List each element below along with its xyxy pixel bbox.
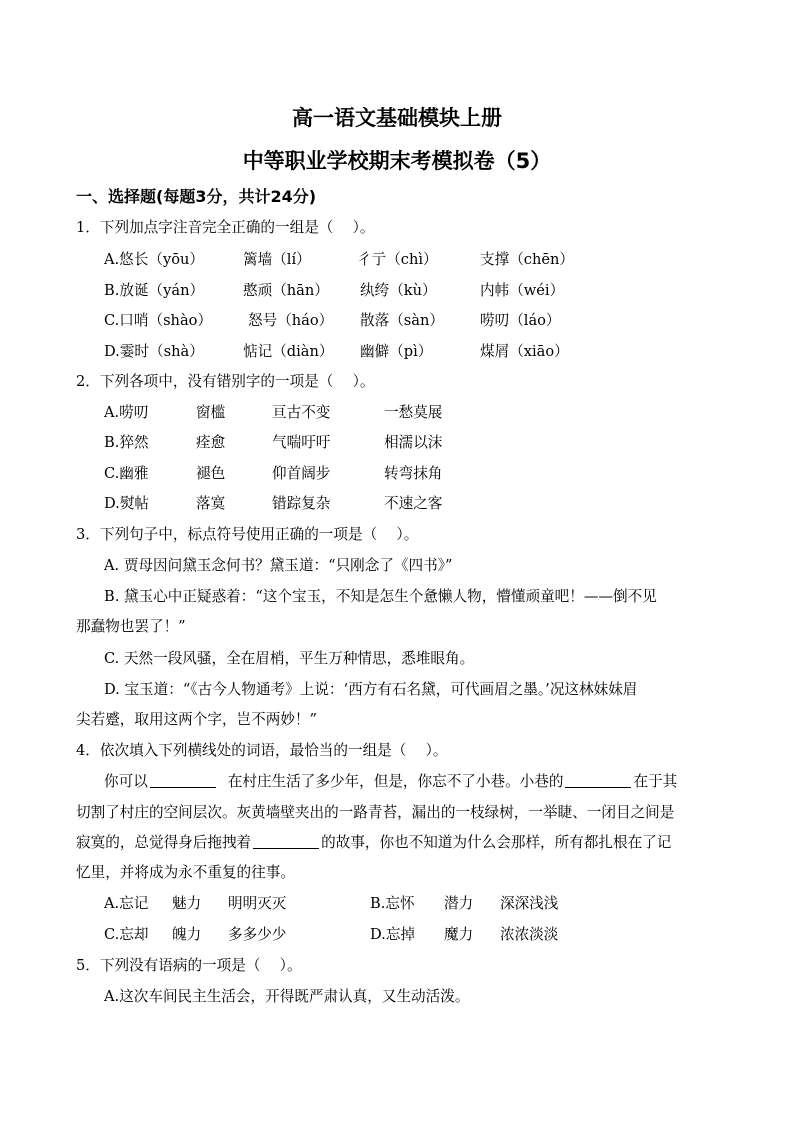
q2-option-b-word2: 痊愈 bbox=[196, 434, 226, 451]
q4-passage-line1 bbox=[104, 771, 677, 793]
q3-option-b-line1: B. 黛玉心中正疑惑着：“这个宝玉，不知是怎生个惫懒人物，懵懂顽童吧！——倒不见 bbox=[104, 588, 657, 605]
q4-option-d-word2: 魔力 bbox=[444, 926, 474, 943]
q1-option-a-word3: 彳亍（chì） bbox=[357, 251, 438, 268]
q1-option-a-word2: 篱墙（lí） bbox=[243, 251, 311, 268]
q4-option-d: D.忘掉 bbox=[370, 926, 416, 943]
q2-option-c-word3: 仰首阔步 bbox=[272, 465, 331, 482]
q1-option-a-word4: 支撑（chēn） bbox=[480, 251, 574, 268]
q1-option-d: D.霎时（shà） bbox=[104, 343, 204, 360]
q3-option-a: A. 贾母因问黛玉念何书？黛玉道：“只刚念了《四书》” bbox=[104, 557, 453, 574]
q3-option-b-line2: 那蠢物也罢了！” bbox=[76, 618, 186, 635]
question-4-stem: 4．依次填入下列横线处的词语，最恰当的一组是（ ）。 bbox=[76, 742, 448, 759]
q1-option-d-word3: 幽僻（pì） bbox=[360, 343, 433, 360]
q1-option-c: C.口哨（shào） bbox=[104, 312, 213, 329]
q2-option-a-word4: 一愁莫展 bbox=[384, 404, 443, 421]
q2-option-d-word2: 落寞 bbox=[196, 495, 226, 512]
question-3-stem: 3．下列句子中，标点符号使用正确的一项是（ ）。 bbox=[76, 526, 419, 543]
q4-option-b-word3: 深深浅浅 bbox=[500, 895, 559, 912]
q4-option-c-word2: 魄力 bbox=[172, 926, 202, 943]
q2-option-a-word3: 亘古不变 bbox=[272, 404, 331, 421]
q2-option-b-word3: 气喘吁吁 bbox=[272, 434, 331, 451]
q2-option-c-word4: 转弯抹角 bbox=[384, 465, 443, 482]
q3-option-c: C. 天然一段风骚，全在眉梢，平生万种情思，悉堆眼角。 bbox=[104, 650, 475, 667]
q1-option-b-word4: 内帏（wéi） bbox=[480, 282, 565, 299]
q5-option-a: A.这次车间民主生活会，开得既严肃认真，又生动活泼。 bbox=[104, 988, 470, 1005]
q4-passage-line4: 忆里，并将成为永不重复的往事。 bbox=[76, 864, 295, 881]
q3-option-d-line2: 尖若蹙，取用这两个字，岂不两妙！” bbox=[76, 711, 317, 728]
q1-option-b-word3: 纨绔（kù） bbox=[360, 282, 437, 299]
q3-option-d-line1: D. 宝玉道：“《古今人物通考》上说：‘西方有石名黛，可代画眉之墨。’况这林妹妹眉 bbox=[104, 681, 638, 698]
q2-option-b-word4: 相濡以沫 bbox=[384, 434, 443, 451]
q2-option-b: B.猝然 bbox=[104, 434, 149, 451]
q1-option-b-word2: 憨顽（hān） bbox=[243, 282, 329, 299]
q4-option-b-word2: 潜力 bbox=[444, 895, 474, 912]
q4-option-c: C.忘却 bbox=[104, 926, 149, 943]
q2-option-a-word2: 窗槛 bbox=[196, 404, 226, 421]
q4-passage-text: 的故事，你也不知道为什么会那样，所有都扎根在了记 bbox=[321, 834, 672, 851]
fill-blank-2 bbox=[565, 771, 631, 788]
q4-option-c-word3: 多多少少 bbox=[228, 926, 287, 943]
q1-option-d-word4: 煤屑（xiāo） bbox=[480, 343, 569, 360]
q2-option-d-word4: 不速之客 bbox=[384, 495, 443, 512]
q4-passage-text: 在村庄生活了多少年，但是，你忘不了小巷。小巷的 bbox=[227, 773, 564, 790]
q4-passage-text: 在于其 bbox=[633, 773, 678, 790]
q4-option-d-word3: 浓浓淡淡 bbox=[500, 926, 559, 943]
q4-option-a: A.忘记 bbox=[104, 895, 149, 912]
q4-passage-text: 你可以 bbox=[104, 773, 148, 790]
question-1-stem: 1．下列加点字注音完全正确的一组是（ ）。 bbox=[76, 219, 375, 236]
q2-option-c-word2: 褪色 bbox=[196, 465, 226, 482]
q1-option-d-word2: 惦记（diàn） bbox=[243, 343, 334, 360]
fill-blank-3 bbox=[253, 832, 319, 849]
q2-option-c: C.幽雅 bbox=[104, 465, 149, 482]
q4-option-a-word3: 明明灭灭 bbox=[228, 895, 287, 912]
q1-option-c-word3: 散落（sàn） bbox=[360, 312, 444, 329]
q1-option-c-word2: 怒号（háo） bbox=[248, 312, 334, 329]
exam-title-line2: 中等职业学校期末考模拟卷（5） bbox=[242, 149, 552, 173]
q1-option-b: B.放诞（yán） bbox=[104, 282, 205, 299]
section-heading-choice: 一、选择题(每题3分，共计24分) bbox=[76, 187, 317, 206]
question-5-stem: 5．下列没有语病的一项是（ ）。 bbox=[76, 957, 302, 974]
q1-option-c-word4: 唠叨（láo） bbox=[480, 312, 561, 329]
q2-option-a: A.唠叨 bbox=[104, 404, 149, 421]
exam-title-line1: 高一语文基础模块上册 bbox=[292, 106, 502, 130]
question-2-stem: 2．下列各项中，没有错别字的一项是（ ）。 bbox=[76, 373, 375, 390]
q1-option-a: A.悠长（yōu） bbox=[104, 251, 204, 268]
fill-blank-1 bbox=[150, 771, 216, 788]
q4-option-a-word2: 魅力 bbox=[172, 895, 202, 912]
q4-passage-line2: 切割了村庄的空间层次。灰黄墙壁夹出的一路青苔，漏出的一枝绿树，一举睫、一闭目之间是 bbox=[76, 804, 675, 821]
q2-option-d-word3: 错踪复杂 bbox=[272, 495, 331, 512]
q4-option-b: B.忘怀 bbox=[370, 895, 415, 912]
q4-passage-text: 寂寞的，总觉得身后拖拽着 bbox=[76, 834, 252, 851]
q2-option-d: D.熨帖 bbox=[104, 495, 150, 512]
q4-passage-line3 bbox=[76, 832, 671, 854]
